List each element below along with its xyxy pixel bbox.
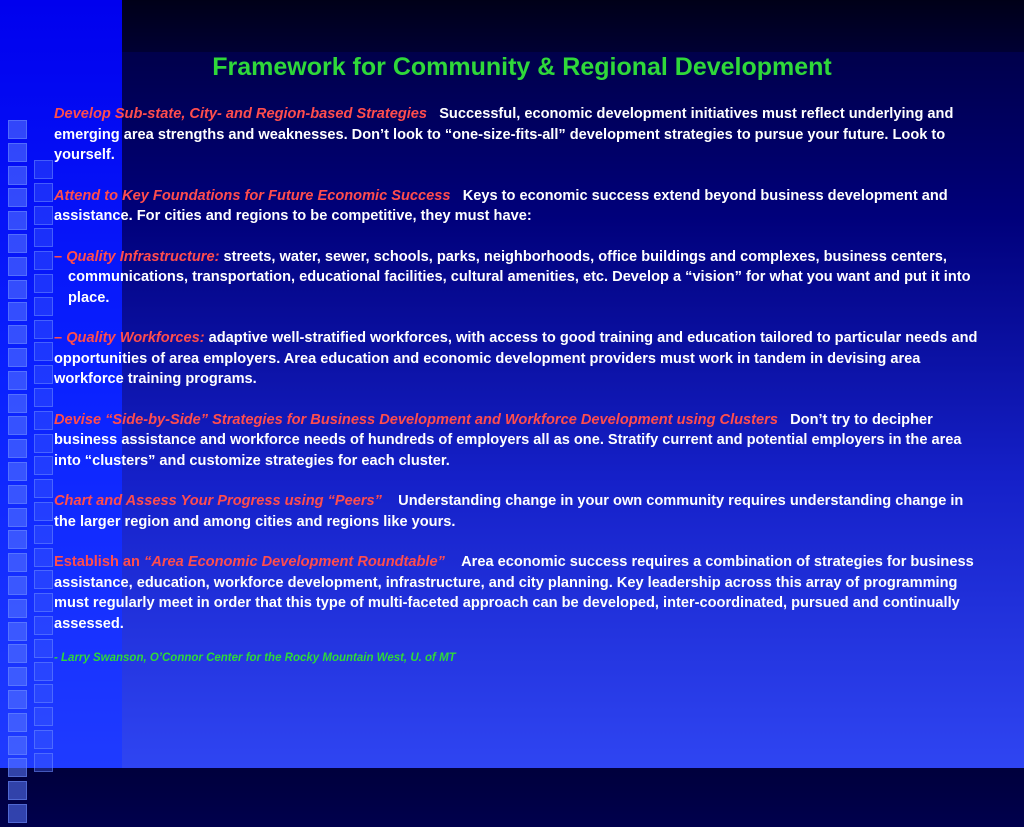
bullet-body: adaptive well-stratified workforces, with access to good training and education tailored to particular needs and opportunities of area employers. Area education and economic development providers must work in tandem in devising area workforce training programs.: [54, 330, 978, 387]
section-body: Understanding change in your own community requires understanding change in the larger region and among cities and regions like yours.: [54, 493, 964, 530]
section-body: Keys to economic success extend beyond business development and assistance. For cities and regions to be competitive, they must have:: [54, 187, 948, 224]
section-body: Area economic success requires a combination of strategies for business assistance, education, workforce development, infrastructure, and city planning. Key leadership across this array of programming must regularly meet in order that this type of multi-faceted approach can be developed, inter-coordinated, pursued and continually assessed.: [54, 554, 974, 632]
section-heading: Chart and Assess Your Progress using “Peers”: [54, 493, 382, 509]
bullet-dash: –: [54, 330, 63, 346]
bullet-quality-infrastructure: [54, 247, 989, 309]
section-heading: Devise “Side-by-Side” Strategies for Business Development and Workforce Development using Clusters: [54, 411, 778, 428]
slide-content: [54, 104, 989, 689]
section-heading: Develop Sub-state, City- and Region-based Strategies: [54, 106, 428, 122]
bullet-heading: Quality Workforces:: [66, 330, 205, 346]
section-key-foundations: [54, 186, 989, 227]
bullet-heading: Quality Infrastructure:: [66, 248, 220, 265]
section-heading-prefix: Establish an: [54, 554, 145, 570]
bullet-body: streets, water, sewer, schools, parks, neighborhoods, office buildings and complexes, business centers, communications, transportation, educational facilities, cultural amenities, etc. Develop a “vision” for what you want and put it into place.: [68, 248, 971, 306]
section-body: Successful, economic development initiatives must reflect underlying and emerging area strengths and weaknesses. Don’t look to “one-size-fits-all” development strategies to pursue your future. Look to yourself.: [54, 106, 954, 163]
section-heading: “Area Economic Development Roundtable”: [144, 554, 445, 570]
author-credit: - Larry Swanson, O’Connor Center for the Rocky Mountain West, U. of MT: [54, 652, 456, 664]
bullet-quality-workforces: [54, 328, 989, 390]
section-sub-state-strategies: [54, 104, 989, 166]
section-side-by-side-strategies: [54, 410, 989, 472]
section-roundtable: [54, 552, 989, 634]
section-chart-progress: [54, 491, 989, 532]
section-body: Don’t try to decipher business assistance and workforce needs of hundreds of employers all as one. Stratify current and potential employers in the area into “clusters” and customize strategies for each cluster.: [54, 411, 962, 469]
slide-title: Framework for Community & Regional Development: [212, 53, 832, 81]
bullet-dash: –: [54, 248, 63, 265]
section-heading: Attend to Key Foundations for Future Economic Success: [54, 187, 451, 204]
